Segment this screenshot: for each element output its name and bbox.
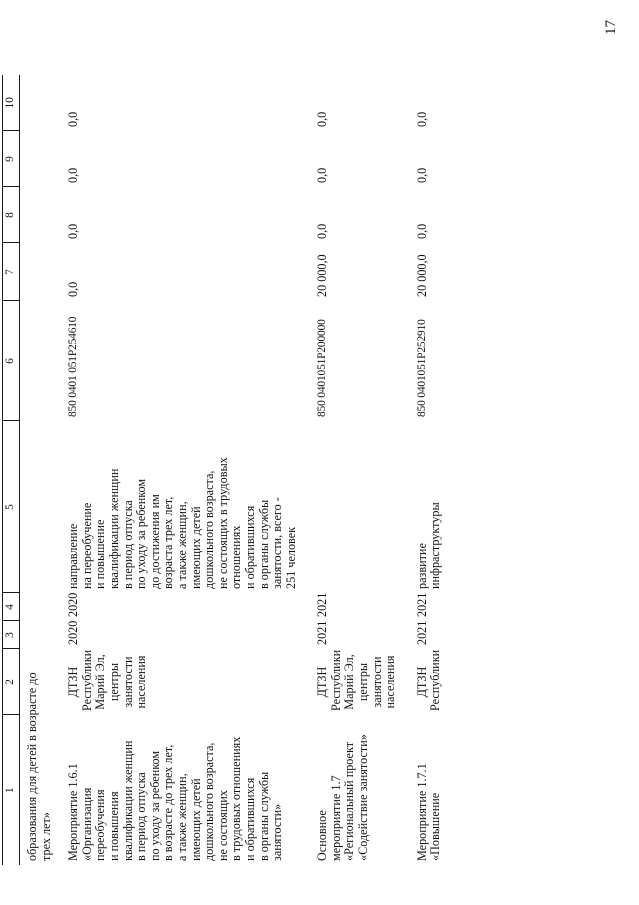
continuation-row [20, 75, 56, 865]
cell-line: не состоящих [215, 790, 230, 861]
cell-line: инфраструктуры [428, 502, 443, 589]
row-2-col10: 0,0 [315, 111, 330, 127]
row-3-result [414, 421, 445, 593]
cell-line: дошкольного возраста, [202, 742, 217, 861]
row-3-col9: 0,0 [414, 167, 429, 183]
cell-line: квалификации женщин [106, 468, 121, 589]
cell-line: «Региональный проект [342, 741, 357, 861]
cell-line: дошкольного возраста, [202, 470, 217, 589]
budget-table [2, 75, 445, 865]
table-row [314, 75, 400, 865]
continuation-text: образования для детей в возрасте до трех лет» [25, 672, 53, 861]
cell-line: Республики [428, 649, 443, 711]
row-1-activity [65, 715, 300, 865]
cell-line: на переобучение [79, 502, 94, 589]
cell-line: Марий Эл, [342, 654, 357, 710]
row-1-col7: 0,0 [66, 281, 81, 297]
row-1-col8: 0,0 [66, 223, 81, 239]
cell-line: по уходу за ребенком [147, 750, 162, 861]
cell-line: и обратившихся [242, 777, 257, 861]
cell-line: Республики [79, 649, 94, 711]
cell-line: ДТЗН [66, 666, 81, 698]
row-3-result-lines [416, 425, 443, 589]
cell-line: населения [383, 655, 398, 709]
cell-line: не состоящих в трудовых [215, 457, 230, 589]
header-col-3: 3 [3, 621, 20, 649]
cell-line: в период отпуска [134, 772, 149, 861]
row-3-col7: 20 000,0 [414, 254, 429, 297]
rotated-table-area [2, 75, 492, 865]
cell-line: «Повышение [428, 792, 443, 861]
cell-line: населения [134, 655, 149, 709]
row-2-col8: 0,0 [315, 223, 330, 239]
cell-line: Марий Эл, [93, 654, 108, 710]
row-2-responsible-lines [315, 649, 398, 711]
header-row [3, 75, 20, 865]
cell-line: в период отпуска [120, 500, 135, 589]
row-1-end-year: 2020 [66, 593, 81, 617]
row-1-budget-code: 850 0401 051P254610 [67, 316, 80, 417]
row-1-start-year: 2020 [66, 621, 81, 645]
cell-line: центры [106, 662, 121, 702]
cell-line: занятости [120, 656, 135, 708]
cell-line: ДТЗН [315, 666, 330, 698]
row-3-responsible-lines [414, 649, 443, 711]
row-2-activity-lines [316, 719, 370, 861]
row-3-activity [414, 715, 445, 865]
row-1-responsible [65, 649, 300, 715]
cell-line: в органы службы [256, 771, 271, 861]
row-2-result [314, 421, 400, 593]
cell-line: квалификации женщин [120, 740, 135, 861]
header-col-10: 10 [3, 75, 20, 131]
cell-line: до достижения им [147, 494, 162, 589]
row-3-end-year: 2021 [414, 593, 429, 617]
row-1-result [65, 421, 300, 593]
cell-line: Основное [315, 810, 330, 861]
cell-line: занятости» [270, 803, 285, 861]
cell-line: ДТЗН [414, 666, 429, 698]
header-col-5: 5 [3, 421, 20, 593]
cell-line: и обратившихся [242, 505, 257, 589]
cell-line: по уходу за ребенком [134, 478, 149, 589]
cell-line: а также женщин, [174, 773, 189, 861]
row-1-result-lines [67, 425, 298, 589]
row-1-activity-lines [67, 719, 285, 861]
header-col-7: 7 [3, 243, 20, 301]
cell-line: отношениях [229, 525, 244, 589]
header-col-6: 6 [3, 301, 20, 421]
cell-line: Мероприятие 1.6.1 [66, 763, 81, 861]
row-3-budget-code: 850 0401051P252910 [415, 319, 428, 417]
row-2-start-year: 2021 [315, 621, 330, 645]
row-3-responsible [414, 649, 445, 715]
cell-line: Мероприятие 1.7.1 [414, 763, 429, 861]
cell-line: возраста трех лет, [161, 496, 176, 589]
cell-line: в органы службы [256, 499, 271, 589]
row-1-col9: 0,0 [66, 167, 81, 183]
cell-line: развитие [414, 543, 429, 589]
row-2-budget-code: 850 0401051P200000 [316, 319, 329, 417]
row-3-start-year: 2021 [414, 621, 429, 645]
header-col-8: 8 [3, 187, 20, 243]
cell-line: имеющих детей [188, 778, 203, 861]
cell-line: в возрасте до трех лет, [161, 744, 176, 861]
cell-line: Республики [328, 649, 343, 711]
cell-line: 251 человек [283, 526, 298, 589]
row-2-col7: 20 000,0 [315, 254, 330, 297]
row-1-responsible-lines [66, 649, 149, 711]
cell-line: мероприятие 1.7 [328, 775, 343, 861]
cell-line: имеющих детей [188, 506, 203, 589]
cell-line: а также женщин, [174, 501, 189, 589]
cell-line: «Организация переобучения [79, 787, 108, 861]
header-col-1: 1 [3, 715, 20, 865]
row-2-end-year: 2021 [315, 593, 330, 617]
table-row [414, 75, 445, 865]
header-col-9: 9 [3, 131, 20, 187]
row-2-responsible [314, 649, 400, 715]
cell-line: направление [66, 523, 81, 589]
cell-line: и повышение [93, 519, 108, 589]
cell-line: центры [356, 662, 371, 702]
row-2-activity [314, 715, 400, 865]
cell-line: и повышения [106, 791, 121, 861]
row-2-col9: 0,0 [315, 167, 330, 183]
row-3-col8: 0,0 [414, 223, 429, 239]
page-number: 17 [603, 20, 619, 35]
cell-line: занятости, всего - [270, 497, 285, 589]
cell-line: в трудовых отношениях [229, 736, 244, 861]
header-col-2: 2 [3, 649, 20, 715]
row-3-col10: 0,0 [414, 111, 429, 127]
row-1-col10: 0,0 [66, 111, 81, 127]
cell-line: занятости [369, 656, 384, 708]
cell-line: «Содействие занятости» [356, 734, 371, 861]
table-row [65, 75, 300, 865]
header-col-4: 4 [3, 593, 20, 621]
row-3-activity-lines [416, 719, 443, 861]
